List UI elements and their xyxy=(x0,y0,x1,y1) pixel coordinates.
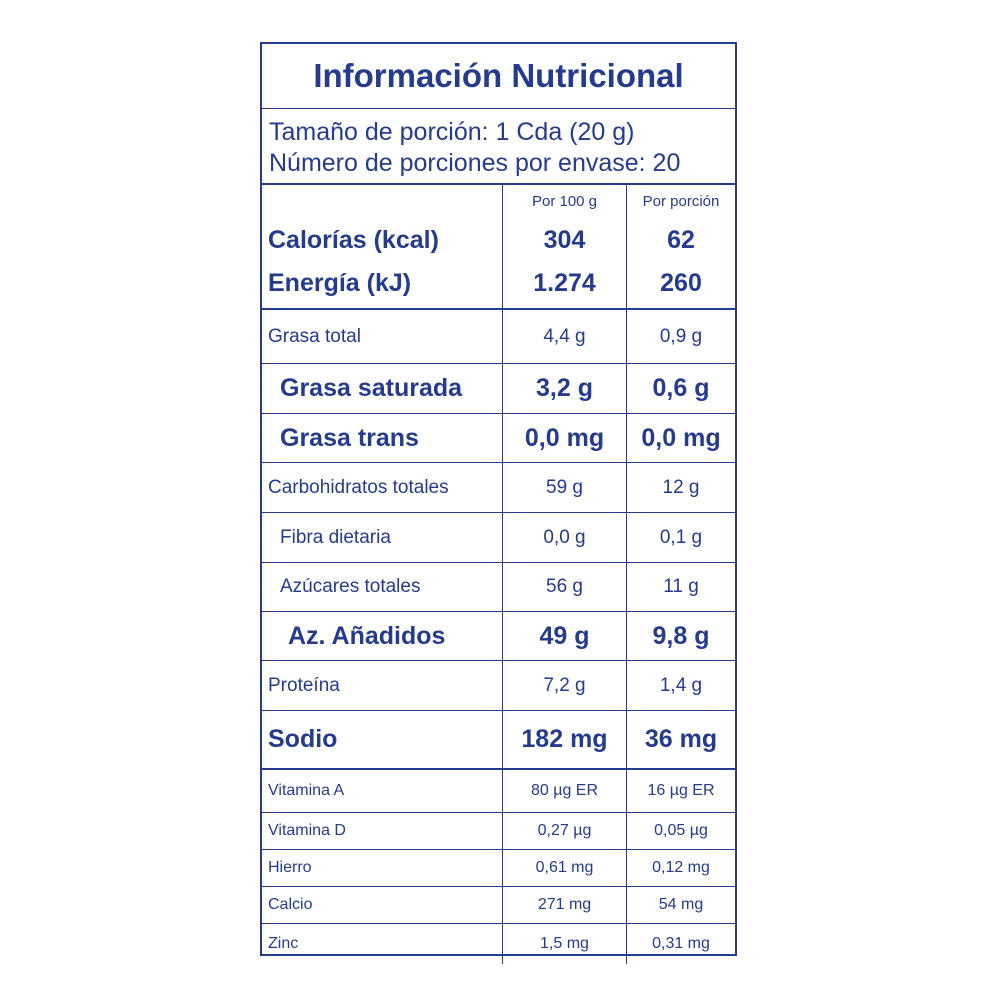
mineral-row-calcium xyxy=(262,887,735,924)
nutrient-per-serving: 1,4 g xyxy=(626,661,735,710)
vitamin-per-serving: 0,12 mg xyxy=(626,850,735,886)
nutrient-per-serving: 0,1 g xyxy=(626,513,735,562)
nutrient-name: Grasa total xyxy=(268,325,361,347)
serving-info xyxy=(262,109,735,185)
nutrient-name: Proteína xyxy=(268,674,340,696)
label-title: Información Nutricional xyxy=(262,44,735,109)
vitamin-name: Vitamina A xyxy=(268,782,345,799)
nutrient-per-serving: 0,6 g xyxy=(626,364,735,413)
nutrient-per-serving: 0,0 mg xyxy=(626,414,735,462)
nutrient-name: Grasa saturada xyxy=(280,374,463,402)
nutrient-name: Sodio xyxy=(268,725,338,753)
energy-section xyxy=(262,185,735,310)
nutrient-row-added-sugars xyxy=(262,612,735,661)
nutrient-per-100: 0,0 g xyxy=(502,513,626,562)
vitamin-name: Zinc xyxy=(268,935,299,952)
servings-per-container: Número de porciones por envase: 20 xyxy=(269,149,681,177)
nutrient-row-total-fat xyxy=(262,310,735,364)
nutrient-row-trans-fat xyxy=(262,414,735,463)
per-serving-column xyxy=(626,185,735,308)
calories-per-100: 304 xyxy=(543,226,586,254)
nutrient-per-100: 59 g xyxy=(502,463,626,512)
vitamin-per-serving: 0,05 µg xyxy=(626,813,735,849)
per-100-header: Por 100 g xyxy=(531,193,598,210)
nutrient-per-100: 0,0 mg xyxy=(502,414,626,462)
mineral-row-zinc xyxy=(262,924,735,964)
calories-label: Calorías (kcal) xyxy=(268,226,439,254)
vitamin-per-100: 1,5 mg xyxy=(502,924,626,964)
calories-per-serving: 62 xyxy=(667,226,695,254)
nutrient-name: Azúcares totales xyxy=(280,576,421,597)
vitamin-name: Calcio xyxy=(268,896,313,913)
serving-size: Tamaño de porción: 1 Cda (20 g) xyxy=(269,118,635,146)
nutrient-name: Carbohidratos totales xyxy=(268,476,449,498)
nutrient-name: Grasa trans xyxy=(280,423,419,452)
vitamin-per-100: 80 µg ER xyxy=(502,770,626,812)
nutrient-per-serving: 11 g xyxy=(626,563,735,611)
vitamin-name: Hierro xyxy=(268,859,312,876)
nutrient-row-carbohydrates xyxy=(262,463,735,513)
vitamin-row-a xyxy=(262,770,735,813)
vitamin-per-serving: 54 mg xyxy=(626,887,735,923)
nutrient-per-serving: 36 mg xyxy=(626,711,735,768)
nutrient-per-100: 4,4 g xyxy=(502,310,626,363)
nutrient-row-saturated-fat xyxy=(262,364,735,414)
nutrient-per-serving: 0,9 g xyxy=(626,310,735,363)
nutrient-row-sugars xyxy=(262,563,735,612)
per-serving-header: Por porción xyxy=(642,193,720,210)
nutrient-row-fiber xyxy=(262,513,735,563)
vitamin-per-serving: 16 µg ER xyxy=(626,770,735,812)
nutrient-per-100: 7,2 g xyxy=(502,661,626,710)
per-100-column xyxy=(502,185,626,308)
vitamin-per-100: 0,27 µg xyxy=(502,813,626,849)
nutrition-facts-label xyxy=(260,42,737,956)
nutrient-per-100: 182 mg xyxy=(502,711,626,768)
vitamin-row-d xyxy=(262,813,735,850)
nutrient-per-serving: 9,8 g xyxy=(626,612,735,660)
nutrient-per-serving: 12 g xyxy=(626,463,735,512)
nutrient-row-sodium xyxy=(262,711,735,770)
energy-labels xyxy=(262,185,502,308)
nutrient-per-100: 56 g xyxy=(502,563,626,611)
vitamin-per-serving: 0,31 mg xyxy=(626,924,735,964)
vitamin-per-100: 271 mg xyxy=(502,887,626,923)
energy-per-100: 1.274 xyxy=(533,269,596,297)
nutrient-row-protein xyxy=(262,661,735,711)
energy-label: Energía (kJ) xyxy=(268,269,412,297)
nutrient-name: Az. Añadidos xyxy=(288,621,446,650)
nutrient-per-100: 49 g xyxy=(502,612,626,660)
mineral-row-iron xyxy=(262,850,735,887)
nutrient-per-100: 3,2 g xyxy=(502,364,626,413)
energy-per-serving: 260 xyxy=(660,269,702,297)
vitamin-name: Vitamina D xyxy=(268,822,346,839)
nutrient-name: Fibra dietaria xyxy=(280,526,391,548)
vitamin-per-100: 0,61 mg xyxy=(502,850,626,886)
